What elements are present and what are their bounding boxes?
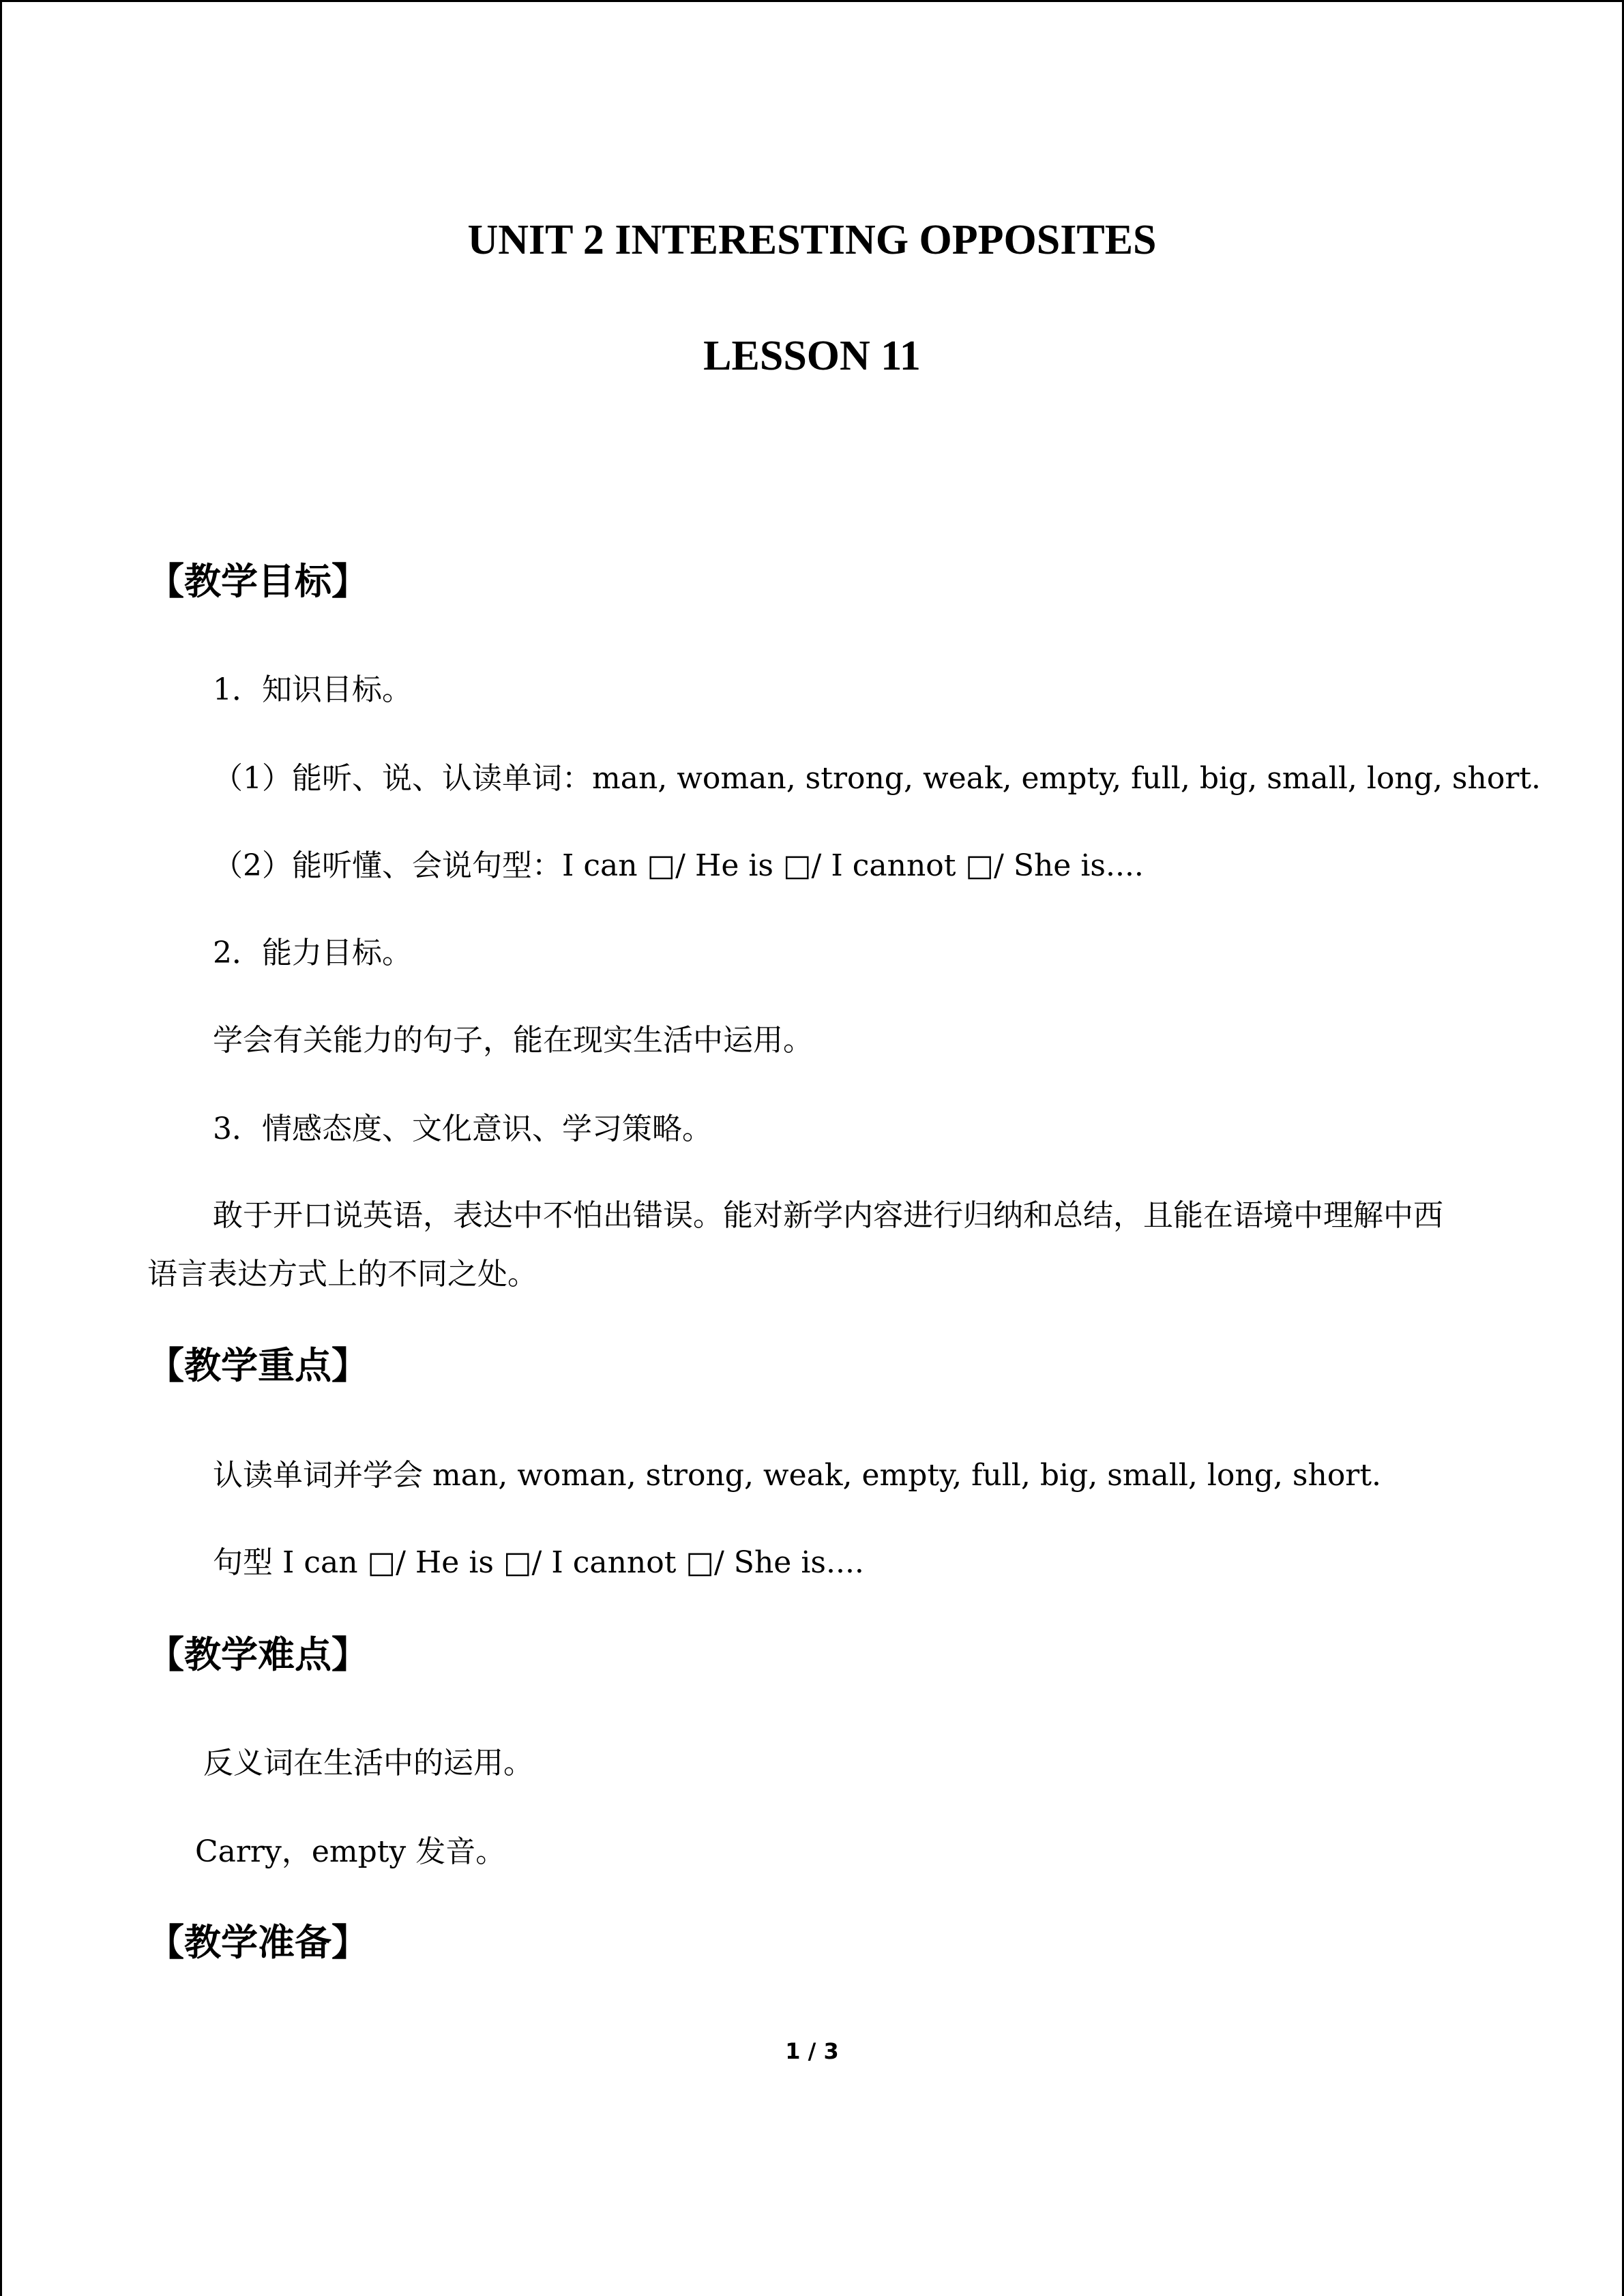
objective-ability: 2．能力目标。: [213, 936, 412, 970]
objective-knowledge-words: （1）能听、说、认读单词：man, woman, strong, weak, empty, full, big, small, long, short.: [213, 761, 1541, 796]
heading-key-points: 【教学重点】: [147, 1344, 368, 1387]
objective-ability-text: 学会有关能力的句子，能在现实生活中运用。: [213, 1023, 813, 1058]
key-point-words: 认读单词并学会 man, woman, strong, weak, empty, full, big, small, long, short.: [213, 1458, 1382, 1493]
objective-attitude: 3．情感态度、文化意识、学习策略。: [213, 1112, 712, 1146]
difficulty-antonyms: 反义词在生活中的运用。: [203, 1746, 533, 1780]
lesson-subtitle: LESSON 11: [703, 333, 921, 379]
objective-knowledge-sentences: （2）能听懂、会说句型：I can □/ He is □/ I cannot □/ She is....: [213, 848, 1144, 883]
document-title: UNIT 2 INTERESTING OPPOSITES: [467, 217, 1157, 263]
heading-difficulties: 【教学难点】: [147, 1633, 368, 1676]
objective-attitude-text: 敢于开口说英语，表达中不怕出错误。能对新学内容进行归纳和总结，且能在语境中理解中西语言表达方式上的不同之处。: [147, 1198, 1443, 1292]
difficulty-pronunciation: Carry，empty 发音。: [195, 1834, 506, 1869]
key-point-sentences: 句型 I can □/ He is □/ I cannot □/ She is....: [213, 1545, 864, 1580]
page-border-top: [0, 0, 1624, 2]
heading-preparation: 【教学准备】: [147, 1921, 368, 1964]
page-number: 1 / 3: [785, 2038, 839, 2064]
objective-knowledge: 1．知识目标。: [213, 672, 412, 707]
heading-teaching-objectives: 【教学目标】: [147, 560, 368, 603]
